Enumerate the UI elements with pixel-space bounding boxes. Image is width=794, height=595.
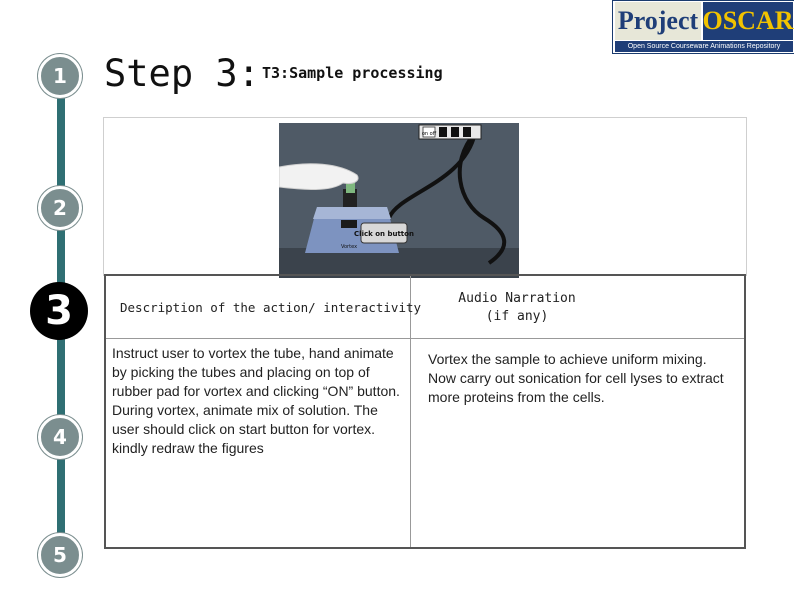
page-title: Step 3: xyxy=(104,52,260,95)
audio-narration-header xyxy=(442,290,592,326)
vortex-illustration xyxy=(279,123,519,278)
table-column-divider xyxy=(410,276,411,547)
description-text: Instruct user to vortex the tube, hand animate by picking the tubes and placing on top of rubber pad for vortex and clicking “ON” button. During vortex, animate mix of solution. The user should click on start button for vortex. kindly redraw the figures xyxy=(112,345,400,456)
logo-tagline: Open Source Courseware Animations Repository xyxy=(615,41,793,52)
callout-text: Click on button xyxy=(354,230,414,238)
description-header: Description of the action/ interactivity xyxy=(120,300,422,315)
narration-text: Vortex the sample to achieve uniform mixing. Now carry out sonication for cell lyses to extract more proteins from the cells. xyxy=(428,351,724,405)
logo-word-oscar: OSCAR xyxy=(703,2,793,40)
storyboard-table xyxy=(104,274,746,549)
step-2-marker[interactable]: 2 xyxy=(38,186,82,230)
step-1-marker[interactable]: 1 xyxy=(38,54,82,98)
audio-header-line1: Audio Narration xyxy=(458,291,576,306)
step-5-marker[interactable]: 5 xyxy=(38,533,82,577)
page-subtitle: T3:Sample processing xyxy=(262,64,443,82)
vortex-scene-svg xyxy=(279,123,519,278)
socket-panel-label: on off xyxy=(421,131,437,137)
logo-word-project: Project xyxy=(615,2,701,40)
project-oscar-logo xyxy=(612,0,794,54)
step-3-marker-active[interactable]: 3 xyxy=(30,282,88,340)
vortex-device-label: Vortex xyxy=(340,244,358,250)
audio-header-line2: (if any) xyxy=(485,309,549,324)
step-4-marker[interactable]: 4 xyxy=(38,415,82,459)
